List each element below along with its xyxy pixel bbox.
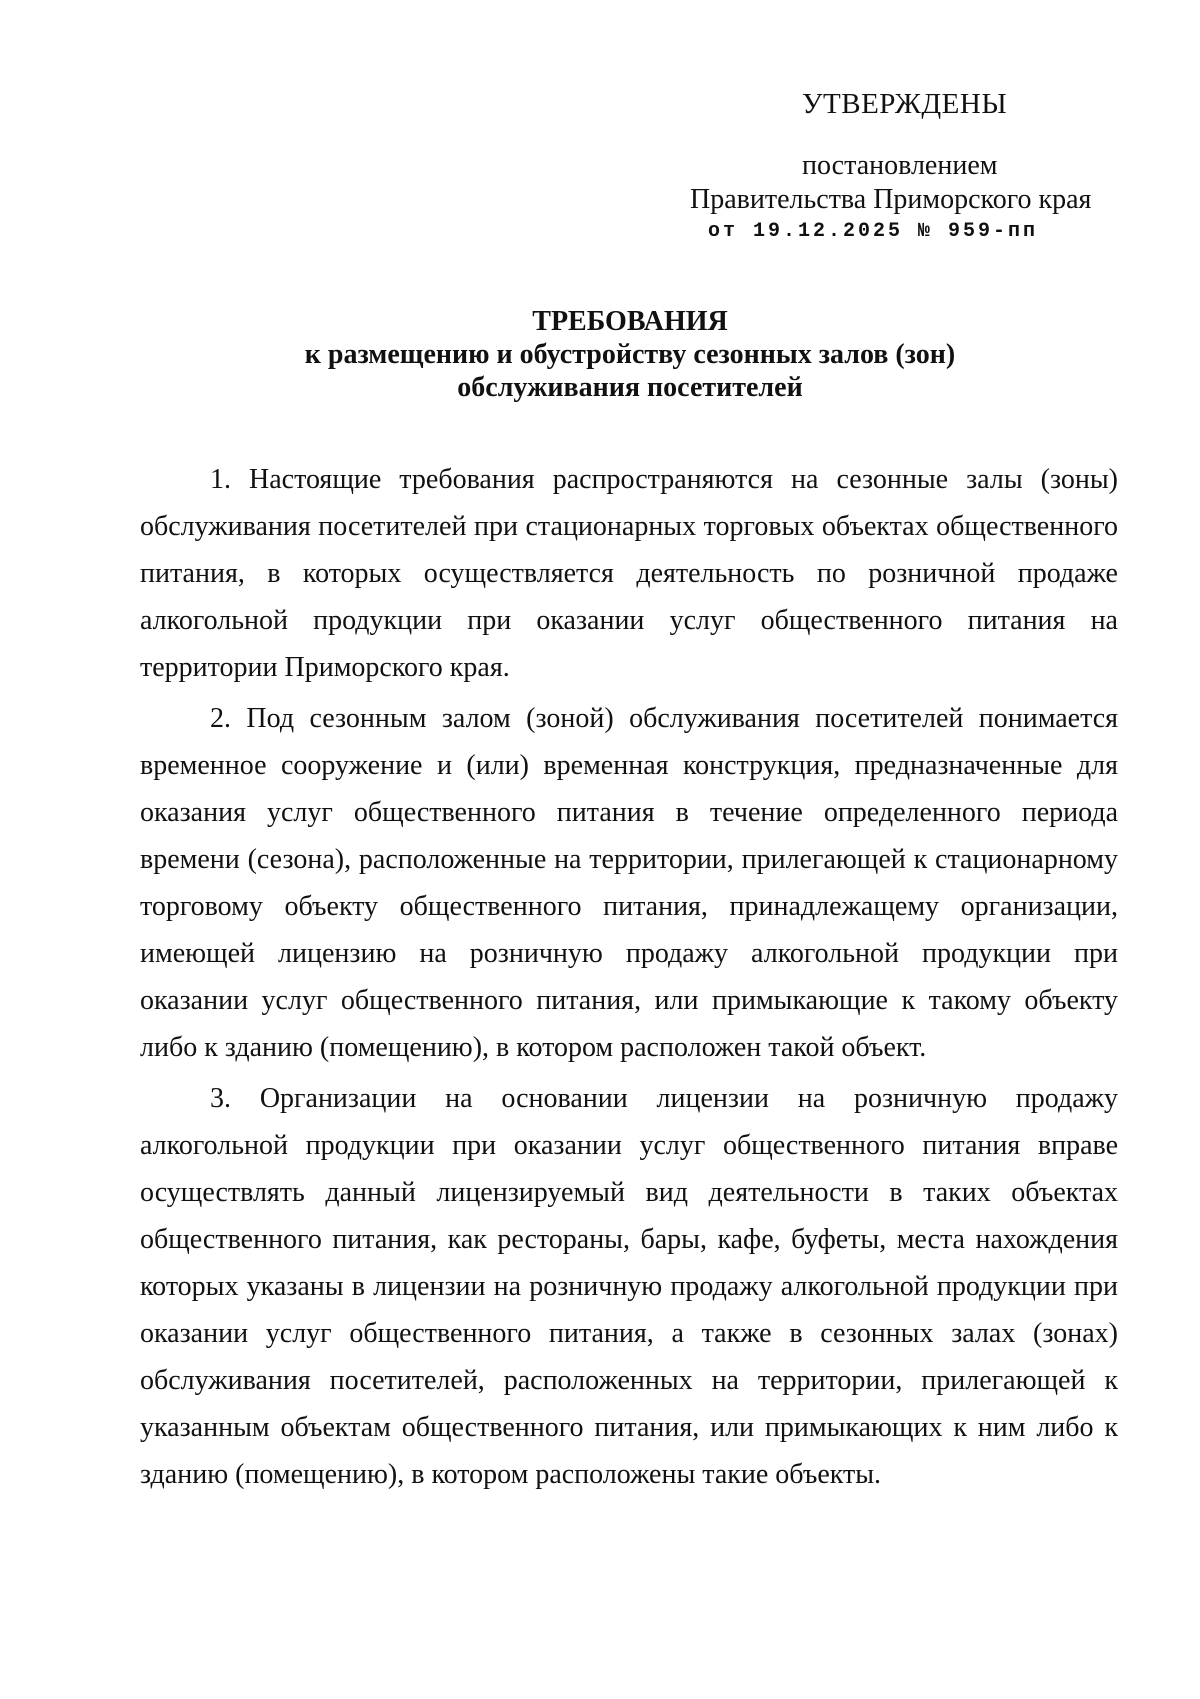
document-body — [140, 456, 1118, 1502]
document-title-line-3: обслуживания посетителей — [457, 372, 803, 403]
approval-date-number: от 19.12.2025 № 959-пп — [708, 220, 1039, 243]
approval-title: УТВЕРЖДЕНЫ — [802, 88, 1008, 120]
paragraph-3: 3. Организации на основании лицензии на розничную продажу алкогольной продукции при оказании услуг общественного питания вправе осуществлять данный лицензируемый вид деятельности в таких объектах общественного питания, как рестораны, бары, кафе, буфеты, места нахождения которых указаны в лицензии на розничную продажу алкогольной продукции при оказании услуг общественного питания, а также в сезонных залах (зонах) обслуживания посетителей, расположенных на территории, прилегающей к указанным объектам общественного питания, или примыкающих к ним либо к зданию (помещению), в котором расположены такие объекты. — [140, 1083, 1118, 1490]
paragraph-2: 2. Под сезонным залом (зоной) обслуживания посетителей понимается временное сооружение и (или) временная конструкция, предназначенные для оказания услуг общественного питания в течение определенного периода времени (сезона), расположенные на территории, прилегающей к стационарному торговому объекту общественного питания, принадлежащему организации, имеющей лицензию на розничную продажу алкогольной продукции при оказании услуг общественного питания, или примыкающие к такому объекту либо к зданию (помещению), в котором расположен такой объект. — [140, 703, 1118, 1063]
paragraph-1: 1. Настоящие требования распространяются на сезонные залы (зоны) обслуживания посетителей при стационарных торговых объектах общественного питания, в которых осуществляется деятельность по розничной продаже алкогольной продукции при оказании услуг общественного питания на территории Приморского края. — [140, 464, 1118, 683]
approval-decree-label: постановлением — [802, 150, 998, 181]
document-title-line-1: ТРЕБОВАНИЯ — [532, 306, 728, 337]
approval-authority: Правительства Приморского края — [690, 184, 1092, 215]
document-title — [140, 305, 1120, 404]
document-title-line-2: к размещению и обустройству сезонных залов (зон) — [304, 339, 956, 370]
